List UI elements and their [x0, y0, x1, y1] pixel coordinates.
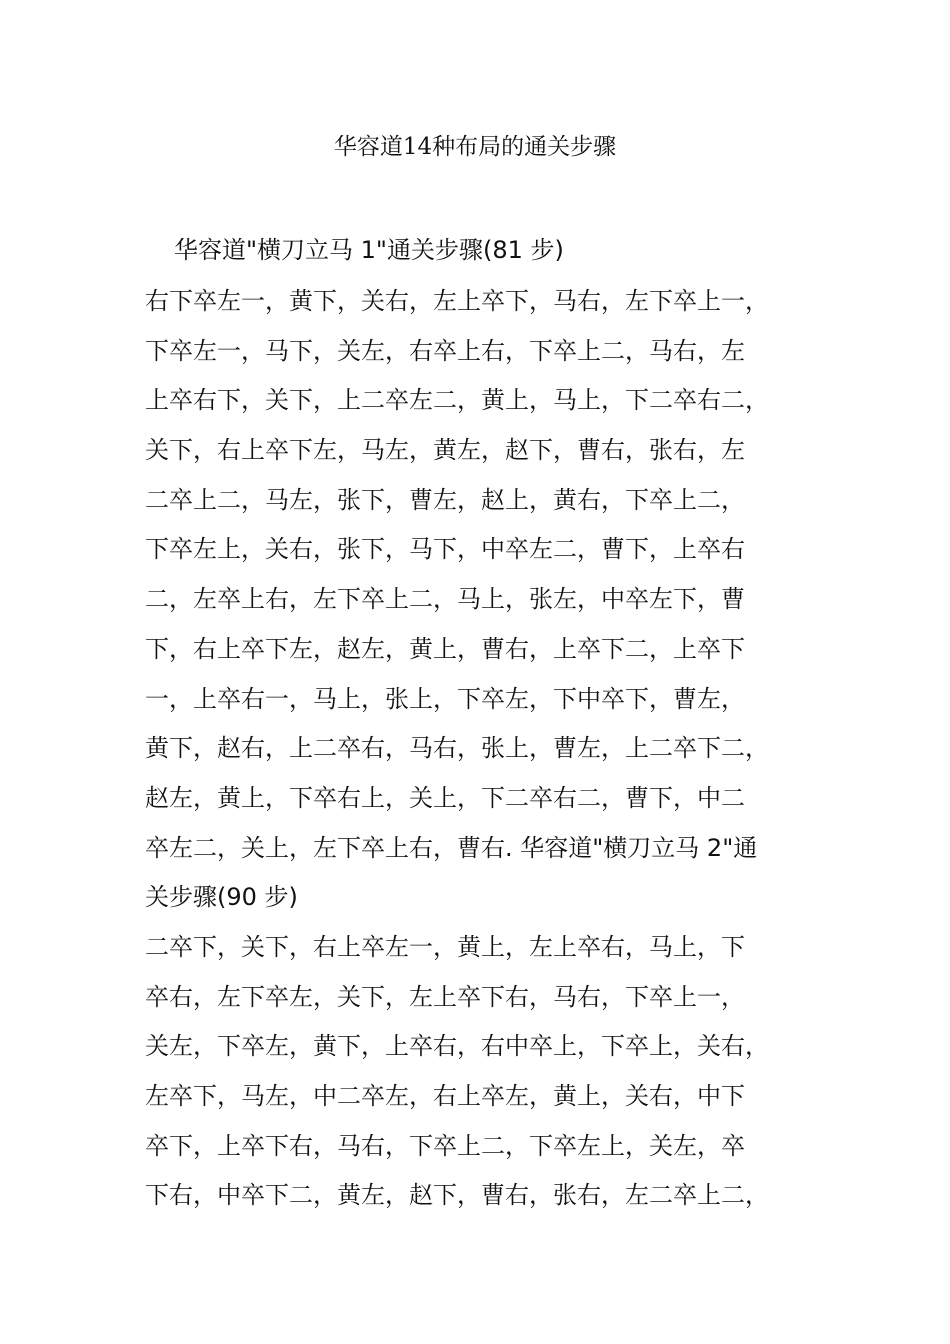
section-heading: 华容道"横刀立马 1"通关步骤(81 步)	[174, 236, 564, 264]
document-title: 华容道14种布局的通关步骤	[333, 134, 617, 160]
body-line: 右下卒左一，黄下，关右，左上卒下，马右，左下卒上一，	[145, 287, 769, 315]
body-line: 二卒上二，马左，张下，曹左，赵上，黄右，下卒上二，	[145, 485, 745, 514]
body-line: 卒下，上卒下右，马右，下卒上二，下卒左上，关左，卒	[145, 1131, 745, 1160]
document-body	[145, 279, 825, 1223]
body-line: 赵左，黄上，下卒右上，关上，下二卒右二，曹下，中二	[145, 783, 745, 812]
body-line: 下卒左上，关右，张下，马下，中卒左二，曹下，上卒右	[145, 535, 745, 564]
body-line: 关步骤(90 步)	[145, 883, 298, 912]
body-line: 左卒下，马左，中二卒左，右上卒左，黄上，关右，中下	[145, 1082, 745, 1110]
body-line: 上卒右下，关下，上二卒左二，黄上，马上，下二卒右二，	[145, 386, 769, 415]
body-line: 关左，下卒左，黄下，上卒右，右中卒上，下卒上，关右，	[145, 1032, 769, 1061]
body-line: 卒左二，关上，左下卒上右，曹右. 华容道"横刀立马 2"通	[145, 833, 758, 862]
body-line: 下，右上卒下左，赵左，黄上，曹右，上卒下二，上卒下	[145, 634, 745, 663]
body-line: 下右，中卒下二，黄左，赵下，曹右，张右，左二卒上二，	[145, 1181, 769, 1210]
body-line: 黄下，赵右，上二卒右，马右，张上，曹左，上二卒下二，	[145, 734, 769, 763]
body-line: 卒右，左下卒左，关下，左上卒下右，马右，下卒上一，	[145, 982, 745, 1011]
body-line: 二卒下，关下，右上卒左一，黄上，左上卒右，马上，下	[145, 932, 745, 961]
body-line: 一，上卒右一，马上，张上，下卒左，下中卒下，曹左，	[145, 684, 745, 713]
body-line: 下卒左一，马下，关左，右卒上右，下卒上二，马右，左	[145, 336, 745, 365]
body-line: 关下，右上卒下左，马左，黄左，赵下，曹右，张右，左	[145, 436, 745, 465]
body-line: 二，左卒上右，左下卒上二，马上，张左，中卒左下，曹	[145, 585, 745, 614]
